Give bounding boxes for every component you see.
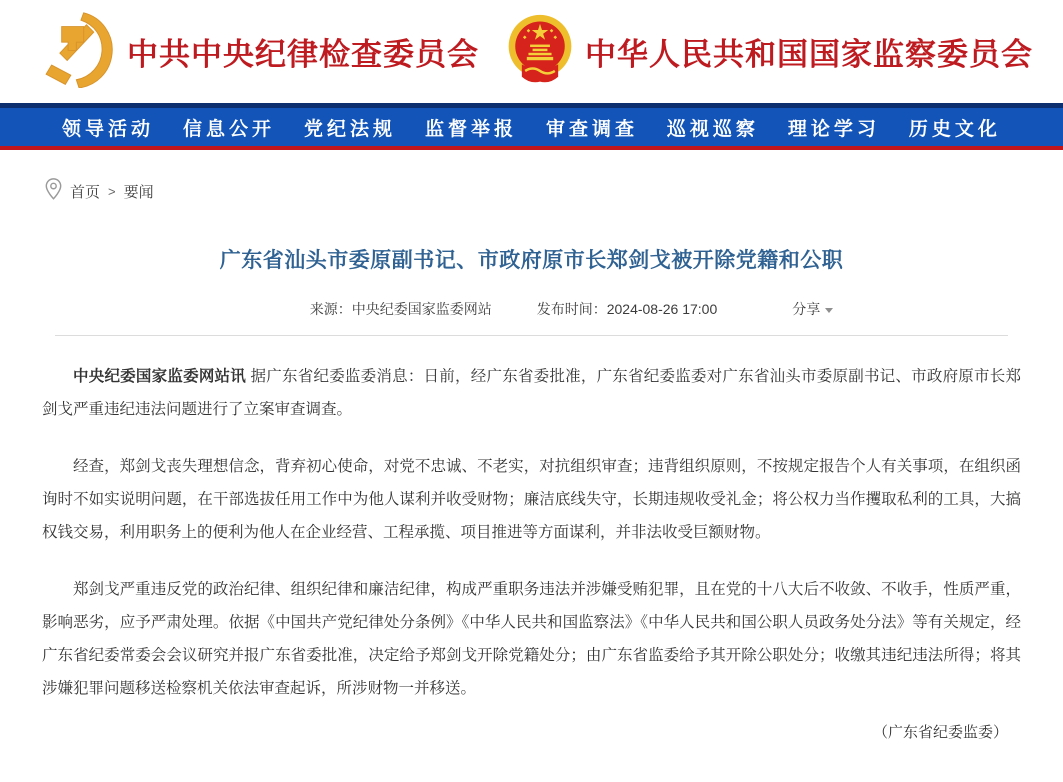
location-pin-icon [45, 178, 62, 204]
ccdi-site-title: 中共中央纪律检查委员会 [127, 37, 479, 72]
article-source: 来源：中央纪委国家监委网站 [309, 301, 492, 317]
article-body [42, 360, 1021, 742]
site-header [0, 0, 1063, 103]
share-label: 分享 [792, 301, 821, 317]
article-page [0, 150, 1063, 782]
meta-divider [55, 335, 1008, 336]
article-publish-time: 发布时间：2024-08-26 17:00 [536, 301, 718, 317]
breadcrumb-home-link[interactable]: 首页 [70, 183, 101, 201]
share-button[interactable] [792, 299, 833, 319]
article-paragraph: 经查，郑剑戈丧失理想信念，背弃初心使命，对党不忠诚、不老实，对抗组织审查；违背组织原则，不按规定报告个人有关事项，在组织函询时不如实说明问题，在干部选拔任用工作中为他人谋利并收受财物；廉洁底线失守，长期违规收受礼金；将公权力当作攫取私利的工具，大搞权钱交易，利用职务上的便利为他人在企业经营、工程承揽、项目推进等方面谋利，并非法收受巨额财物。 [42, 458, 1021, 541]
nav-item-information-disclosure[interactable]: 信息公开 [182, 118, 275, 140]
main-nav [0, 103, 1063, 150]
ccdi-logo-link[interactable] [45, 11, 479, 93]
prc-national-emblem-icon [507, 13, 573, 91]
article-attribution: （广东省纪委监委） [872, 724, 1008, 741]
nav-item-leadership-activities[interactable]: 领导活动 [62, 118, 155, 140]
nav-item-supervision-reporting[interactable]: 监督举报 [424, 118, 517, 140]
article-meta [82, 299, 1061, 319]
breadcrumb-current-link[interactable]: 要闻 [123, 183, 154, 201]
article-paragraph: 郑剑戈严重违反党的政治纪律、组织纪律和廉洁纪律，构成严重职务违法并涉嫌受贿犯罪，且在党的十八大后不收敛、不收手，性质严重，影响恶劣，应予严肃处理。依据《中国共产党纪律处分条例》《中华人民共和国监察法》《中华人民共和国公职人员政务处分法》等有关规定，经广东省纪委常委会会议研究并报广东省委批准，决定给予郑剑戈开除党籍处分；由广东省监委给予其开除公职处分；收缴其违纪违法所得；将其涉嫌犯罪问题移送检察机关依法审查起诉，所涉财物一并移送。 [42, 581, 1021, 697]
article-title: 广东省汕头市委原副书记、市政府原市长郑剑戈被开除党籍和公职 [219, 249, 844, 272]
nav-item-theory-study[interactable]: 理论学习 [787, 118, 880, 140]
nav-item-party-discipline-rules[interactable]: 党纪法规 [303, 118, 396, 140]
article-paragraph: 中央纪委国家监委网站讯 据广东省纪委监委消息：日前，经广东省委批准，广东省纪委监委对广东省汕头市委原副书记、市政府原市长郑剑戈严重违纪违法问题进行了立案审查调查。 [42, 368, 1021, 418]
chevron-down-icon [825, 308, 833, 313]
nav-item-history-culture[interactable]: 历史文化 [908, 118, 1001, 140]
article-lead: 中央纪委国家监委网站讯 [73, 368, 247, 385]
breadcrumb-separator: > [108, 183, 116, 199]
nav-item-inspection-patrol[interactable]: 巡视巡察 [666, 118, 759, 140]
nsc-site-title: 中华人民共和国国家监察委员会 [585, 37, 1033, 72]
cpc-emblem-icon [45, 11, 115, 93]
nav-item-review-investigation[interactable]: 审查调查 [545, 118, 638, 140]
breadcrumb [45, 178, 1021, 204]
nsc-logo-link[interactable] [507, 13, 1033, 91]
